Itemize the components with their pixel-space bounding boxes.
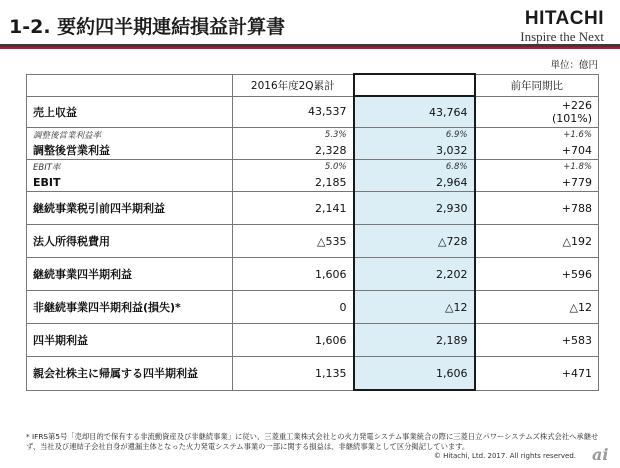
- value-2016: 1,606: [233, 258, 354, 291]
- value-2017: 2,930: [354, 192, 475, 225]
- value-yoy: [475, 96, 599, 128]
- row-label: 売上収益: [27, 96, 233, 128]
- value-2017: 43,764: [354, 96, 475, 128]
- value-2016: 1,606: [233, 324, 354, 357]
- value-yoy: +583: [475, 324, 599, 357]
- ai-watermark-logo: ai: [592, 445, 609, 464]
- rate-2017: 6.9%: [354, 128, 475, 142]
- row-label: 調整後営業利益: [27, 141, 233, 160]
- income-statement-table: [26, 73, 599, 391]
- value-2017: 1,606: [354, 357, 475, 391]
- table-header-row: [27, 74, 599, 96]
- footnote: * IFRS第5号「売却目的で保有する非流動資産及び非継続事業」に従い、三菱重工業株式会社との火力発電システム事業統合の際に三菱日立パワーシステムズ株式会社へ承継せず、当社及び連結子会社自身が遺漏主体となった火力発電システム事業の一部に関する損益は、非継続事業として区分掲記しています。: [26, 432, 599, 451]
- value-2016: 43,537: [233, 96, 354, 128]
- value-2016: 0: [233, 291, 354, 324]
- header-fy2016: 2016年度2Q累計: [233, 74, 354, 96]
- value-2016: △535: [233, 225, 354, 258]
- value-2017: △728: [354, 225, 475, 258]
- yoy-percent: (101%): [551, 111, 592, 125]
- row-label: EBIT: [27, 173, 233, 192]
- row-label: 親会社株主に帰属する四半期利益: [27, 357, 233, 391]
- page-title: 1-2. 要約四半期連結損益計算書: [9, 16, 286, 38]
- value-2017: 2,964: [354, 173, 475, 192]
- table-row: [27, 225, 599, 258]
- logo-tagline: Inspire the Next: [520, 29, 604, 44]
- value-2016: 1,135: [233, 357, 354, 391]
- rate-label: 調整後営業利益率: [27, 128, 233, 142]
- table-row: [27, 96, 599, 128]
- hitachi-logo: [520, 9, 604, 44]
- rate-2016: 5.3%: [233, 128, 354, 142]
- value-2017: △12: [354, 291, 475, 324]
- value-2017: 2,202: [354, 258, 475, 291]
- table-row: [27, 357, 599, 391]
- rate-label: EBIT率: [27, 160, 233, 174]
- table-row: [27, 258, 599, 291]
- header-yoy: 前年同期比: [475, 74, 599, 96]
- table-row: [27, 291, 599, 324]
- value-2017: 3,032: [354, 141, 475, 160]
- table-row: [27, 192, 599, 225]
- value-2016: 2,185: [233, 173, 354, 192]
- header-fy2017: 2017年度2Q累計: [354, 74, 475, 96]
- header-rule-red: [0, 47, 620, 49]
- row-label: 四半期利益: [27, 324, 233, 357]
- value-yoy: +704: [475, 141, 599, 160]
- rate-yoy: +1.6%: [475, 128, 599, 142]
- value-yoy: +788: [475, 192, 599, 225]
- row-label: 継続事業税引前四半期利益: [27, 192, 233, 225]
- table-row: [27, 173, 599, 192]
- row-label: 非継続事業四半期利益(損失)*: [27, 291, 233, 324]
- table-row-rate: [27, 160, 599, 174]
- value-yoy: +471: [475, 357, 599, 391]
- table-row: [27, 141, 599, 160]
- rate-yoy: +1.8%: [475, 160, 599, 174]
- yoy-amount: +226: [561, 98, 592, 112]
- table-row: [27, 324, 599, 357]
- value-2016: 2,141: [233, 192, 354, 225]
- table-row-rate: [27, 128, 599, 142]
- header-blank: [27, 74, 233, 96]
- copyright: © Hitachi, Ltd. 2017. All rights reserved.: [433, 452, 576, 460]
- logo-wordmark: HITACHI: [524, 8, 604, 29]
- value-yoy: △192: [475, 225, 599, 258]
- row-label: 継続事業四半期利益: [27, 258, 233, 291]
- value-yoy: +779: [475, 173, 599, 192]
- unit-label: 単位：億円: [550, 60, 598, 71]
- value-2016: 2,328: [233, 141, 354, 160]
- value-yoy: +596: [475, 258, 599, 291]
- row-label: 法人所得税費用: [27, 225, 233, 258]
- rate-2017: 6.8%: [354, 160, 475, 174]
- rate-2016: 5.0%: [233, 160, 354, 174]
- value-yoy: △12: [475, 291, 599, 324]
- value-2017: 2,189: [354, 324, 475, 357]
